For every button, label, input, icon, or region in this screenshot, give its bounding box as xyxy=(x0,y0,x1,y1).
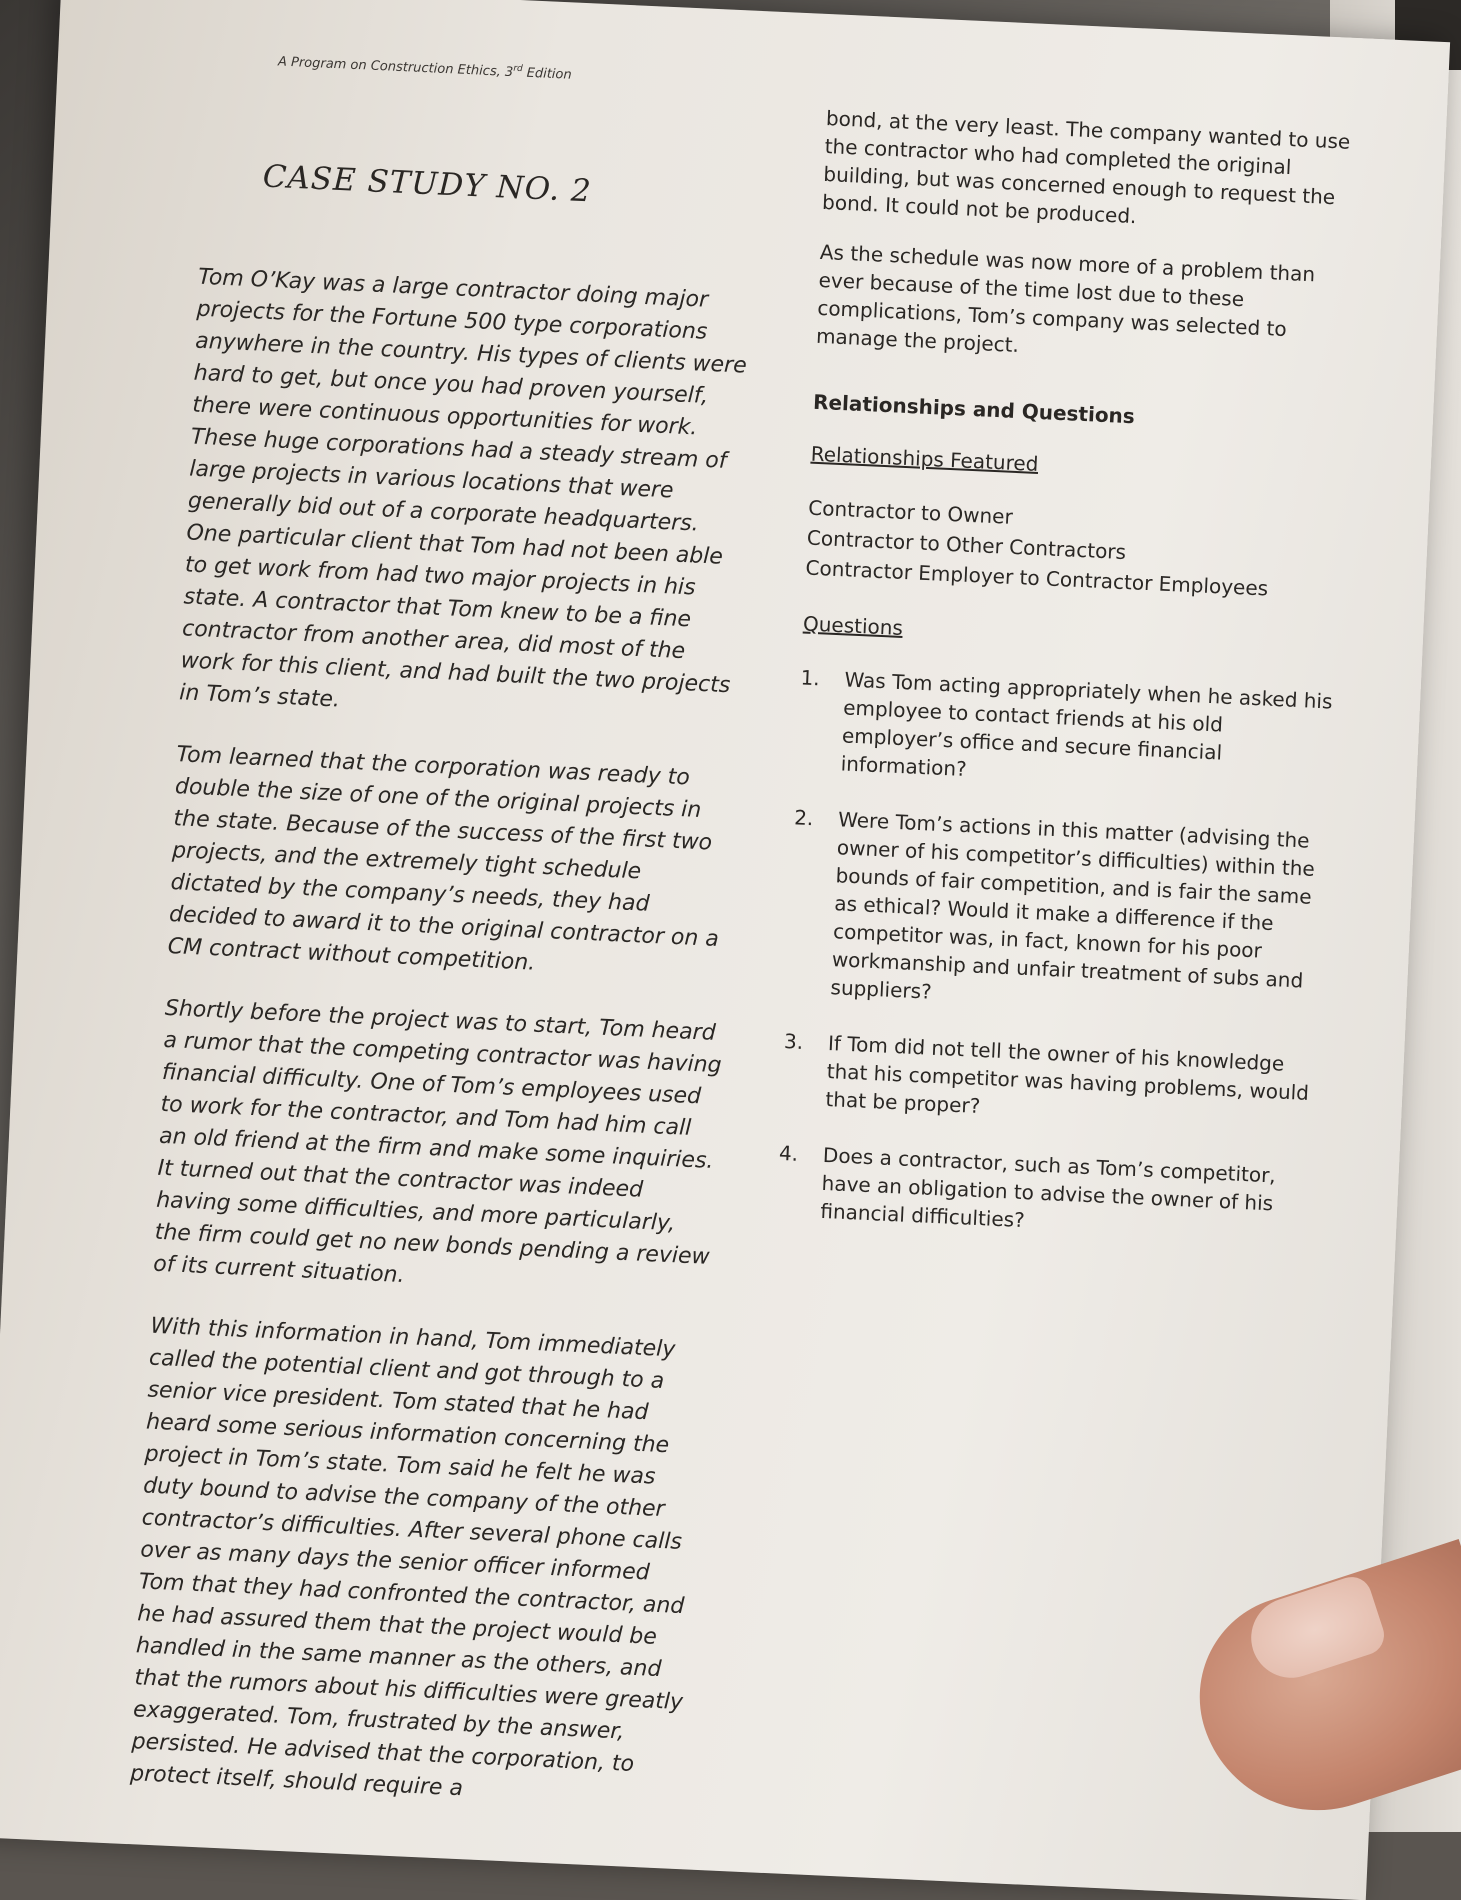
questions-list xyxy=(776,663,1341,1247)
question-number: 3. xyxy=(783,1029,804,1054)
paragraph: With this information in hand, Tom immediately called the potential client and got through to a senior vice president. Tom stated that he had heard some serious information concerning the project in Tom’s state. Tom said he felt he was duty bound to advise the company of the other contractor’s difficulties. After several phone calls over as many days the senior officer informed Tom that they had confronted the contractor, and he had assured them that the project would be handled in the same manner as the others, and that the rumors about his difficulties were greatly exaggerated. Tom, frustrated by the answer, persisted. He advised that the corporation, to protect itself, should require a xyxy=(129,1313,685,1802)
relationships-heading: Relationships Featured xyxy=(810,441,1039,476)
case-title: CASE STUDY NO. 2 xyxy=(261,158,593,210)
question-number: 4. xyxy=(778,1140,799,1166)
section-heading: Relationships and Questions xyxy=(812,389,1136,429)
question-text: Were Tom’s actions in this matter (advising the owner of his competitor’s difficulties) within the bounds of fair competition, and is fair the same as ethical? Would it make a difference if the competitor was, in fact, known for his poor workmanship and unfair treatment of subs and suppliers? xyxy=(830,807,1316,1004)
question-text: Was Tom acting appropriately when he asked his employee to contact friends at his old employer’s office and secure financial information? xyxy=(840,667,1333,782)
paragraph: Shortly before the project was to start, Tom heard a rumor that the competing contractor was having financial difficulty. One of Tom’s employees used to work for the contractor, and Tom had him call an old friend at the firm and make some inquiries. It turned out that the contractor was indeed having some difficulties, and more particularly, the firm could get no new bonds pending a review of its current situation. xyxy=(152,996,723,1289)
questions-heading: Questions xyxy=(802,611,904,640)
question-item xyxy=(776,1139,1319,1247)
list-item: Contractor to Owner xyxy=(807,495,1014,529)
paragraph: Tom O’Kay was a large contractor doing major projects for the Fortune 500 type corporations anywhere in the country. His types of clients were hard to get, but once you had proven yourself, there were continuous opportunities for work. These huge corporations had a steady stream of large projects in various locations that were generally bid out of a corporate headquarters. One particular client that Tom had not been able to get work from had two major projects in his state. A contractor that Tom knew to be a fine contractor from another area, did most of the work for this client, and had built the two projects in Tom’s state. xyxy=(178,265,748,713)
question-text: Does a contractor, such as Tom’s competitor, have an obligation to advise the owner of his financial difficulties? xyxy=(819,1142,1277,1233)
left-column xyxy=(128,46,768,1846)
relationships-list xyxy=(805,494,1348,606)
question-number: 2. xyxy=(793,805,814,831)
list-item: Contractor Employer to Contractor Employees xyxy=(805,555,1269,601)
paragraph: Tom learned that the corporation was ready to double the size of one of the original projects in the state. Because of the success of the first two projects, and the extremely tight schedule dictated by the company’s needs, they had decided to award it to the original contractor on a CM contract without competition. xyxy=(167,742,720,976)
question-item xyxy=(781,1027,1324,1135)
list-item: Contractor to Other Contractors xyxy=(806,525,1127,565)
question-item xyxy=(796,663,1341,799)
right-column xyxy=(775,104,1367,1275)
question-text: If Tom did not tell the owner of his knowledge that his competitor was having problems, would that be proper? xyxy=(824,1031,1310,1118)
paragraph: bond, at the very least. The company wanted to use the contractor who had completed the original building, but was concerned enough to request the bond. It could not be produced. xyxy=(821,106,1351,229)
question-number: 1. xyxy=(800,665,821,691)
paragraph: As the schedule was now more of a problem than ever because of the time lost due to these complications, Tom’s company was selected to manage the project. xyxy=(815,239,1316,357)
question-item xyxy=(786,803,1334,1023)
running-head: A Program on Construction Ethics, 3rd Edition xyxy=(277,54,572,83)
